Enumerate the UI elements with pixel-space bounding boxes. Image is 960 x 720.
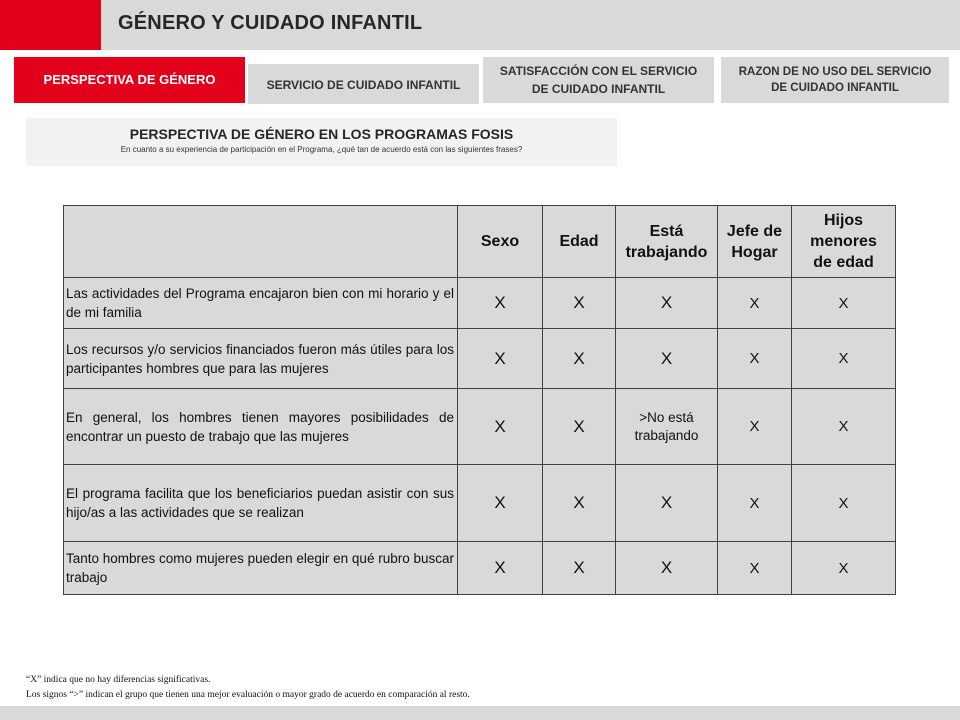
note-line1: >No está	[639, 409, 694, 425]
row-statement: Las actividades del Programa encajaron bien con mi horario y el de mi familia	[64, 278, 458, 329]
column-header-edad: Edad	[543, 206, 616, 278]
cell-edad: X	[543, 329, 616, 389]
tab-label-line1: RAZON DE NO USO DEL SERVICIO	[738, 66, 932, 78]
tab-razon-no-uso[interactable]	[721, 57, 949, 103]
cell-edad: X	[543, 542, 616, 595]
footnote-line1: “X” indica que no hay diferencias significativas.	[26, 675, 211, 685]
cell-jefe-hogar: X	[718, 465, 792, 542]
cell-sexo: X	[458, 389, 543, 465]
cell-esta-trabajando: X	[616, 329, 718, 389]
row-statement: El programa facilita que los beneficiarios puedan asistir con sus hijo/as a las actividades que se realizan	[64, 465, 458, 542]
table-header-row	[64, 206, 896, 278]
column-header-esta-trabajando: Está trabajando	[616, 206, 718, 278]
tab-label-line2: DE CUIDADO INFANTIL	[531, 82, 666, 96]
section-subtitle: En cuanto a su experiencia de participación en el Programa, ¿qué tan de acuerdo está con las siguientes frases?	[120, 145, 523, 154]
page-title: GÉNERO Y CUIDADO INFANTIL	[118, 12, 423, 34]
table-row	[64, 542, 896, 595]
section-header	[26, 118, 617, 166]
cell-hijos-menores: X	[792, 278, 896, 329]
tab-label: PERSPECTIVA DE GÉNERO	[43, 71, 216, 87]
section-title: PERSPECTIVA DE GÉNERO EN LOS PROGRAMAS FOSIS	[129, 126, 514, 142]
header-empty-cell	[64, 206, 458, 278]
note-line2: trabajando	[634, 427, 699, 443]
cell-jefe-hogar: X	[718, 542, 792, 595]
cell-esta-trabajando: X	[616, 542, 718, 595]
cell-hijos-menores: X	[792, 542, 896, 595]
cell-sexo: X	[458, 278, 543, 329]
row-statement: Los recursos y/o servicios financiados fueron más útiles para los participantes hombres que para las mujeres	[64, 329, 458, 389]
cell-esta-trabajando	[616, 389, 718, 465]
cell-sexo: X	[458, 329, 543, 389]
table-row	[64, 465, 896, 542]
cell-sexo: X	[458, 542, 543, 595]
cell-esta-trabajando: X	[616, 278, 718, 329]
tab-label-line2: DE CUIDADO INFANTIL	[771, 82, 899, 94]
cell-esta-trabajando: X	[616, 465, 718, 542]
cell-hijos-menores: X	[792, 465, 896, 542]
cell-sexo: X	[458, 465, 543, 542]
cell-hijos-menores: X	[792, 329, 896, 389]
bottom-bar	[0, 706, 960, 720]
tab-perspectiva-genero[interactable]	[14, 57, 245, 103]
footnote	[26, 673, 470, 703]
cell-edad: X	[543, 465, 616, 542]
cell-edad: X	[543, 389, 616, 465]
row-statement: En general, los hombres tienen mayores posibilidades de encontrar un puesto de trabajo que las mujeres	[64, 389, 458, 465]
tab-label-line1: SATISFACCIÓN CON EL SERVICIO	[499, 64, 698, 78]
cell-jefe-hogar: X	[718, 329, 792, 389]
results-table	[63, 205, 896, 595]
column-header-sexo: Sexo	[458, 206, 543, 278]
tab-label: SERVICIO DE CUIDADO INFANTIL	[266, 78, 461, 92]
tab-servicio-cuidado-infantil[interactable]	[248, 64, 479, 104]
table-row	[64, 389, 896, 465]
column-header-jefe-hogar: Jefe de Hogar	[718, 206, 792, 278]
footnote-line2: Los signos “>” indican el grupo que tienen una mejor evaluación o mayor grado de acuerdo en comparación al resto.	[26, 690, 470, 700]
table-row	[64, 278, 896, 329]
cell-jefe-hogar: X	[718, 389, 792, 465]
header-accent-block	[0, 0, 101, 50]
cell-jefe-hogar: X	[718, 278, 792, 329]
tab-satisfaccion-servicio[interactable]	[483, 57, 714, 103]
cell-hijos-menores: X	[792, 389, 896, 465]
column-header-hijos-menores: Hijos menores de edad	[792, 206, 896, 278]
cell-edad: X	[543, 278, 616, 329]
table-row	[64, 329, 896, 389]
row-statement: Tanto hombres como mujeres pueden elegir en qué rubro buscar trabajo	[64, 542, 458, 595]
